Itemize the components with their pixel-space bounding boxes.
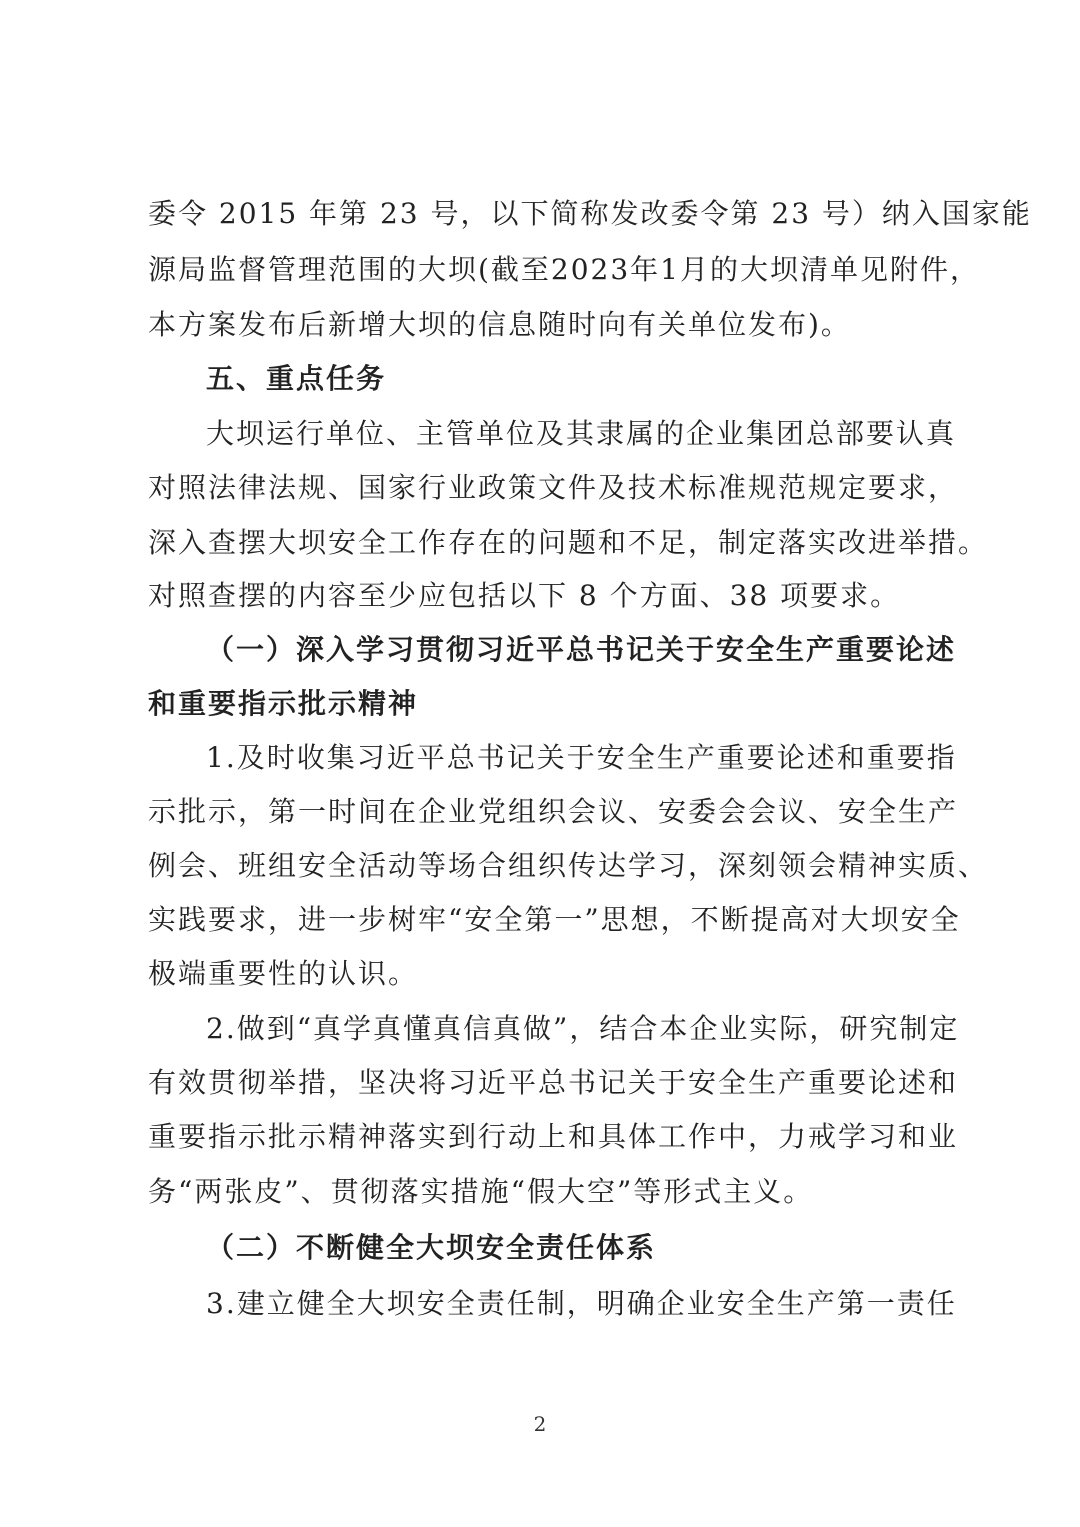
- page-number: 2: [533, 1412, 547, 1436]
- body-text-line: 务“两张皮”、贯彻落实措施“假大空”等形式主义。: [148, 1175, 814, 1208]
- section-heading: 五、重点任务: [206, 362, 387, 395]
- body-text-line: 对照法律法规、国家行业政策文件及技术标准规范规定要求，: [148, 471, 959, 504]
- body-text-line: 对照查摆的内容至少应包括以下 8 个方面、38 项要求。: [148, 579, 901, 612]
- body-text-line: 有效贯彻举措，坚决将习近平总书记关于安全生产重要论述和: [148, 1066, 959, 1099]
- body-text-line: 重要指示批示精神落实到行动上和具体工作中，力戒学习和业: [148, 1120, 959, 1153]
- body-text-line: 实践要求，进一步树牢“安全第一”思想，不断提高对大坝安全: [148, 903, 961, 936]
- body-text-line: 3.建立健全大坝安全责任制，明确企业安全生产第一责任: [206, 1287, 957, 1320]
- body-text-line: 源局监督管理范围的大坝(截至2023年1月的大坝清单见附件，: [148, 253, 980, 286]
- body-text-line: 示批示，第一时间在企业党组织会议、安委会会议、安全生产: [148, 795, 959, 828]
- body-text-line: 例会、班组安全活动等场合组织传达学习，深刻领会精神实质、: [148, 849, 989, 882]
- body-text-line: 本方案发布后新增大坝的信息随时向有关单位发布)。: [148, 308, 851, 341]
- body-text-line: 极端重要性的认识。: [148, 957, 419, 990]
- subsection-heading: （一）深入学习贯彻习近平总书记关于安全生产重要论述: [206, 633, 957, 666]
- subsection-heading: （二）不断健全大坝安全责任体系: [206, 1231, 657, 1264]
- subsection-heading: 和重要指示批示精神: [148, 687, 419, 720]
- body-text-line: 大坝运行单位、主管单位及其隶属的企业集团总部要认真: [206, 417, 957, 450]
- body-text-line: 2.做到“真学真懂真信真做”，结合本企业实际，研究制定: [206, 1012, 960, 1045]
- body-text-line: 1.及时收集习近平总书记关于安全生产重要论述和重要指: [206, 741, 957, 774]
- body-text-line: 深入查摆大坝安全工作存在的问题和不足，制定落实改进举措。: [148, 526, 989, 559]
- body-text-line: 委令 2015 年第 23 号，以下简称发改委令第 23 号）纳入国家能: [148, 197, 1032, 230]
